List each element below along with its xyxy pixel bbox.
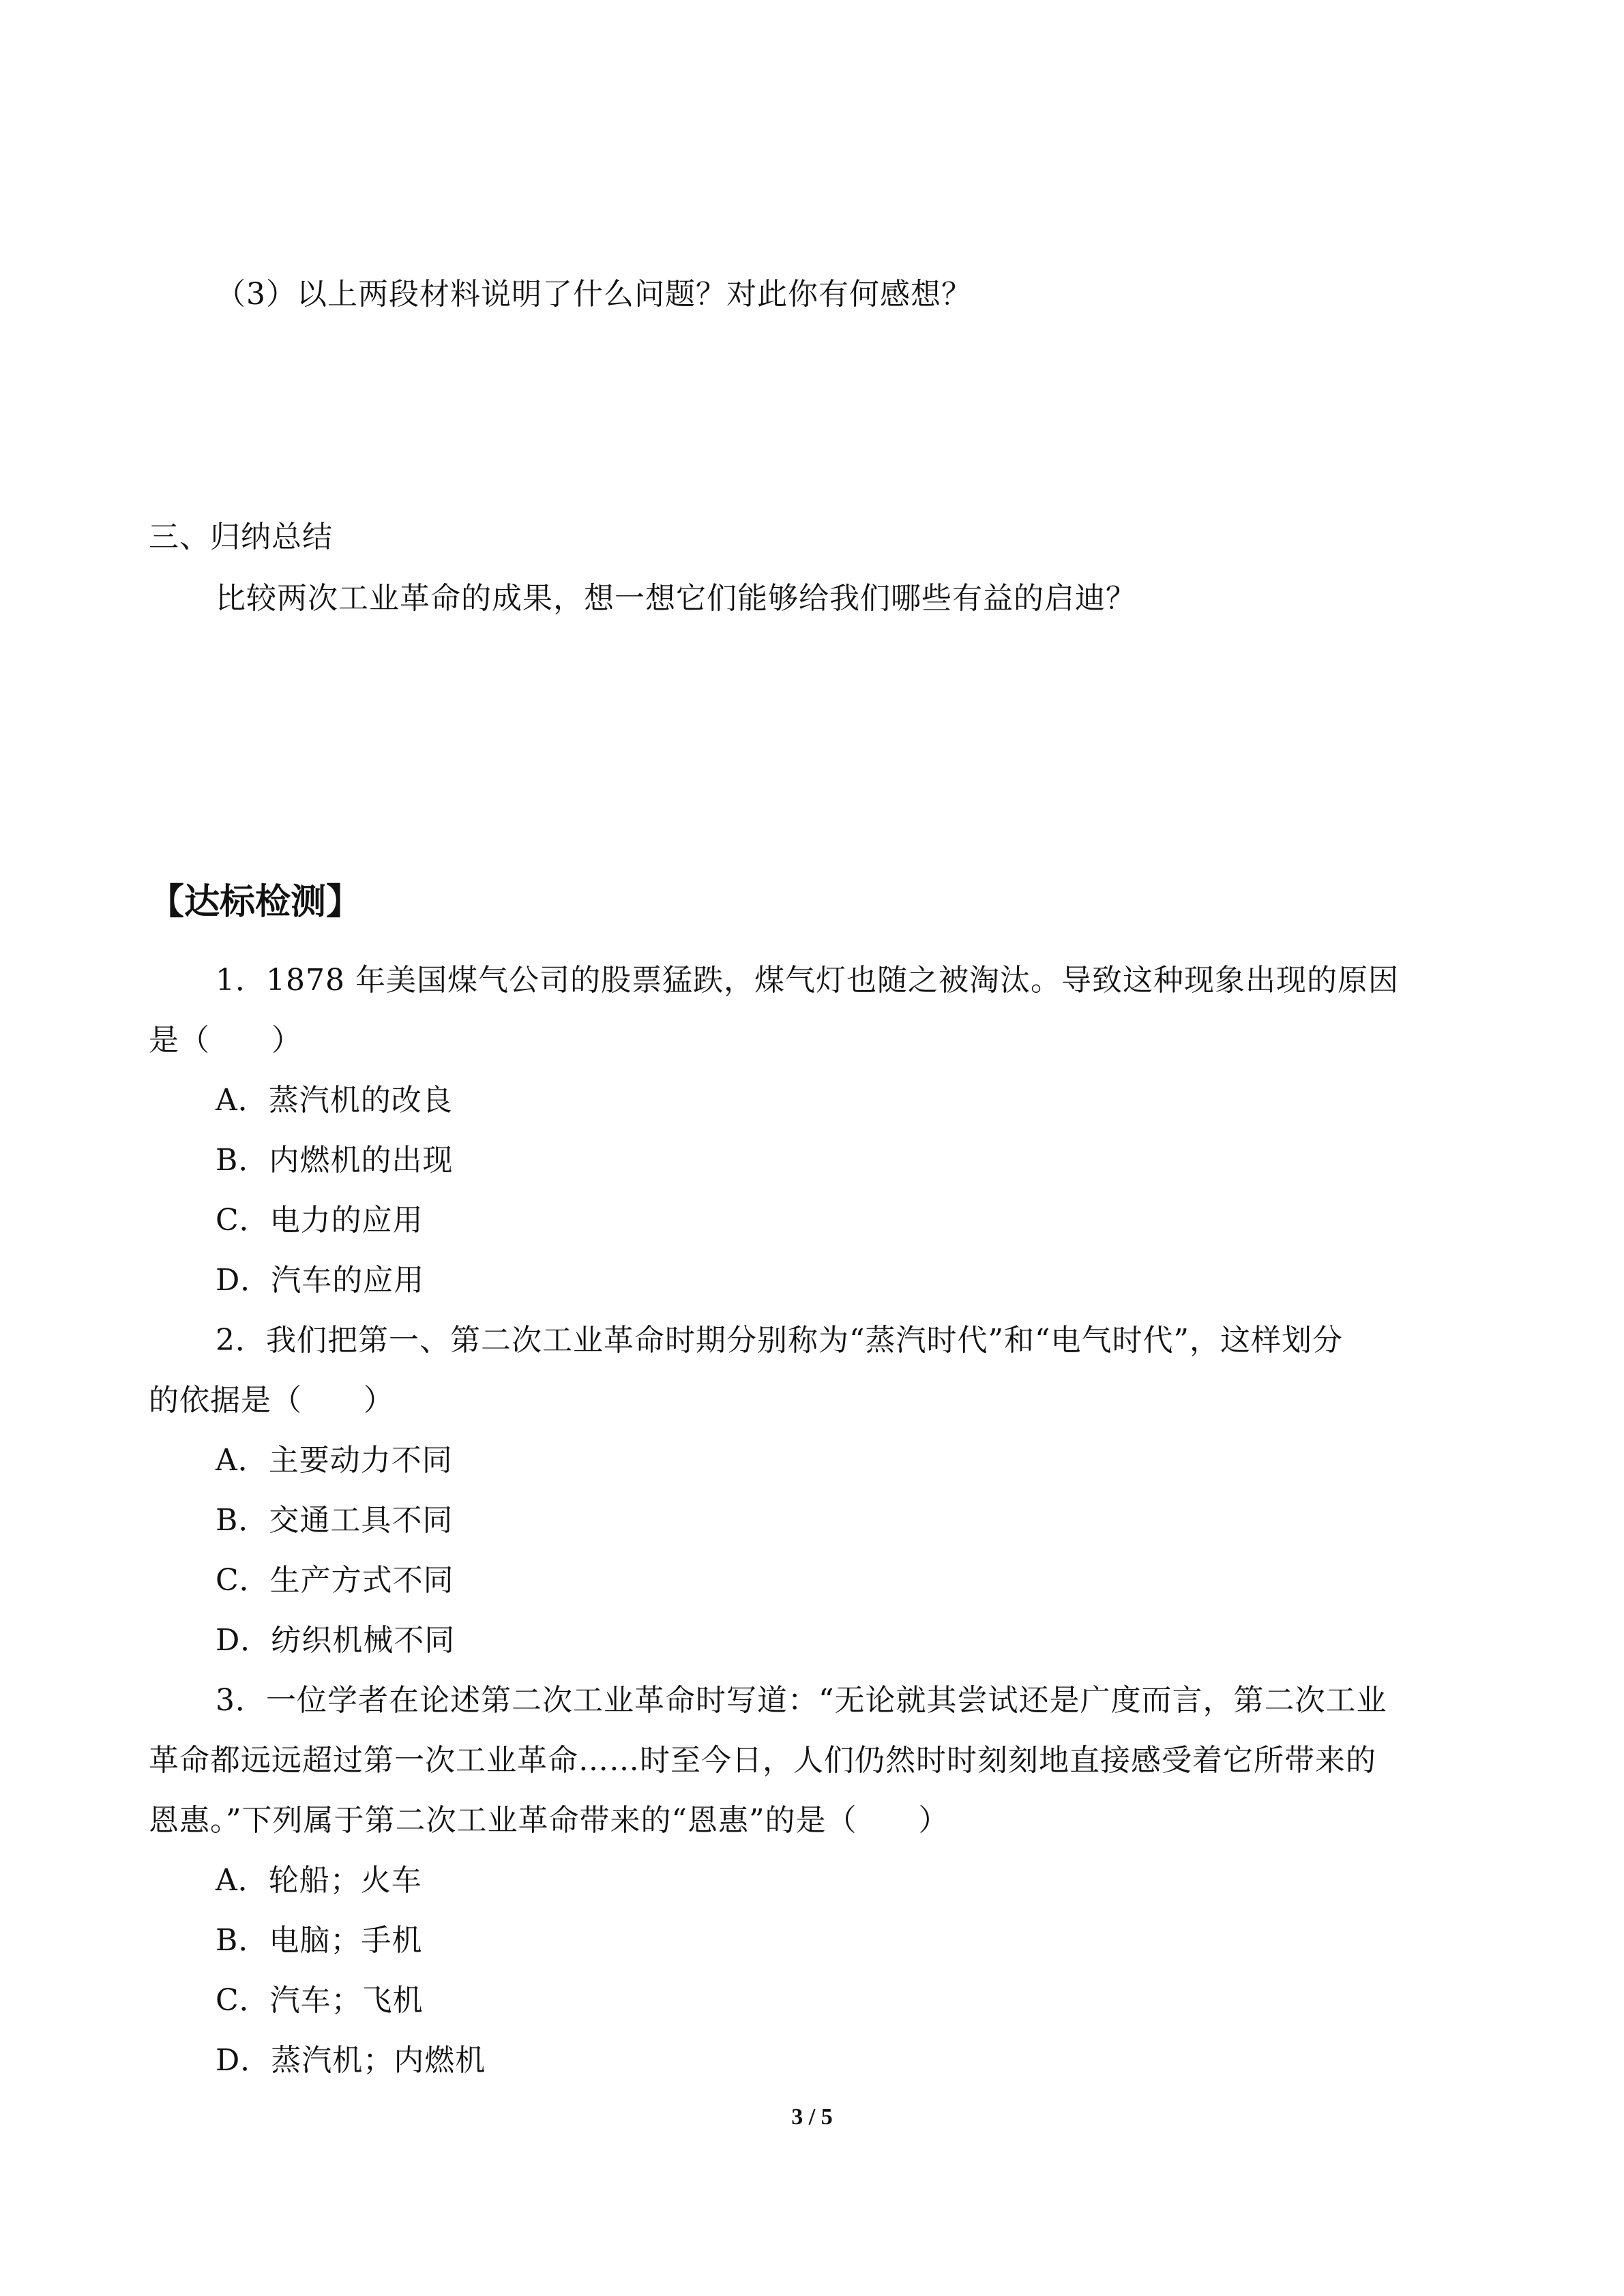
- question-1-option-a: A．蒸汽机的改良: [216, 1083, 453, 1118]
- question-3-line-1: 3．一位学者在论述第二次工业革命时写道：“无论就其尝试还是广度而言，第二次工业: [216, 1683, 1387, 1718]
- page-number: 3 / 5: [791, 2104, 833, 2130]
- question-1-line-1: 1．1878 年美国煤气公司的股票猛跌，煤气灯也随之被淘汰。导致这种现象出现的原因: [216, 963, 1399, 998]
- question-2-option-a: A．主要动力不同: [216, 1443, 453, 1478]
- assessment-heading: 【达标检测】: [149, 882, 362, 923]
- question-3-option-b: B．电脑；手机: [216, 1923, 423, 1958]
- question-3-line-2: 革命都远远超过第一次工业革命……时至今日，人们仍然时时刻刻地直接感受着它所带来的: [149, 1743, 1376, 1778]
- question-2-option-c: C．生产方式不同: [216, 1563, 454, 1598]
- question-1-option-c: C．电力的应用: [216, 1203, 424, 1238]
- question-1-option-d: D．汽车的应用: [216, 1263, 425, 1298]
- question-2-option-d: D．纺织机械不同: [216, 1623, 456, 1658]
- question-3-option-c: C．汽车；飞机: [216, 1983, 424, 2018]
- question-1-option-b: B．内燃机的出现: [216, 1143, 454, 1178]
- question-3-option-a: A．轮船；火车: [216, 1863, 422, 1898]
- section-three-body: 比较两次工业革命的成果，想一想它们能够给我们哪些有益的启迪？: [216, 581, 1136, 616]
- question-3-line-3: 恩惠。”下列属于第二次工业革命带来的“恩惠”的是（ ）: [149, 1803, 949, 1838]
- question-2-line-1: 2．我们把第一、第二次工业革命时期分别称为“蒸汽时代”和“电气时代”，这样划分: [216, 1323, 1343, 1358]
- section-three-title: 三、归纳总结: [149, 520, 333, 554]
- question-1-line-2: 是（ ）: [149, 1023, 302, 1058]
- sub-question-3: （3）以上两段材料说明了什么问题？对此你有何感想？: [216, 277, 972, 312]
- question-2-line-2: 的依据是（ ）: [149, 1383, 394, 1418]
- question-2-option-b: B．交通工具不同: [216, 1503, 454, 1538]
- question-3-option-d: D．蒸汽机；内燃机: [216, 2043, 486, 2078]
